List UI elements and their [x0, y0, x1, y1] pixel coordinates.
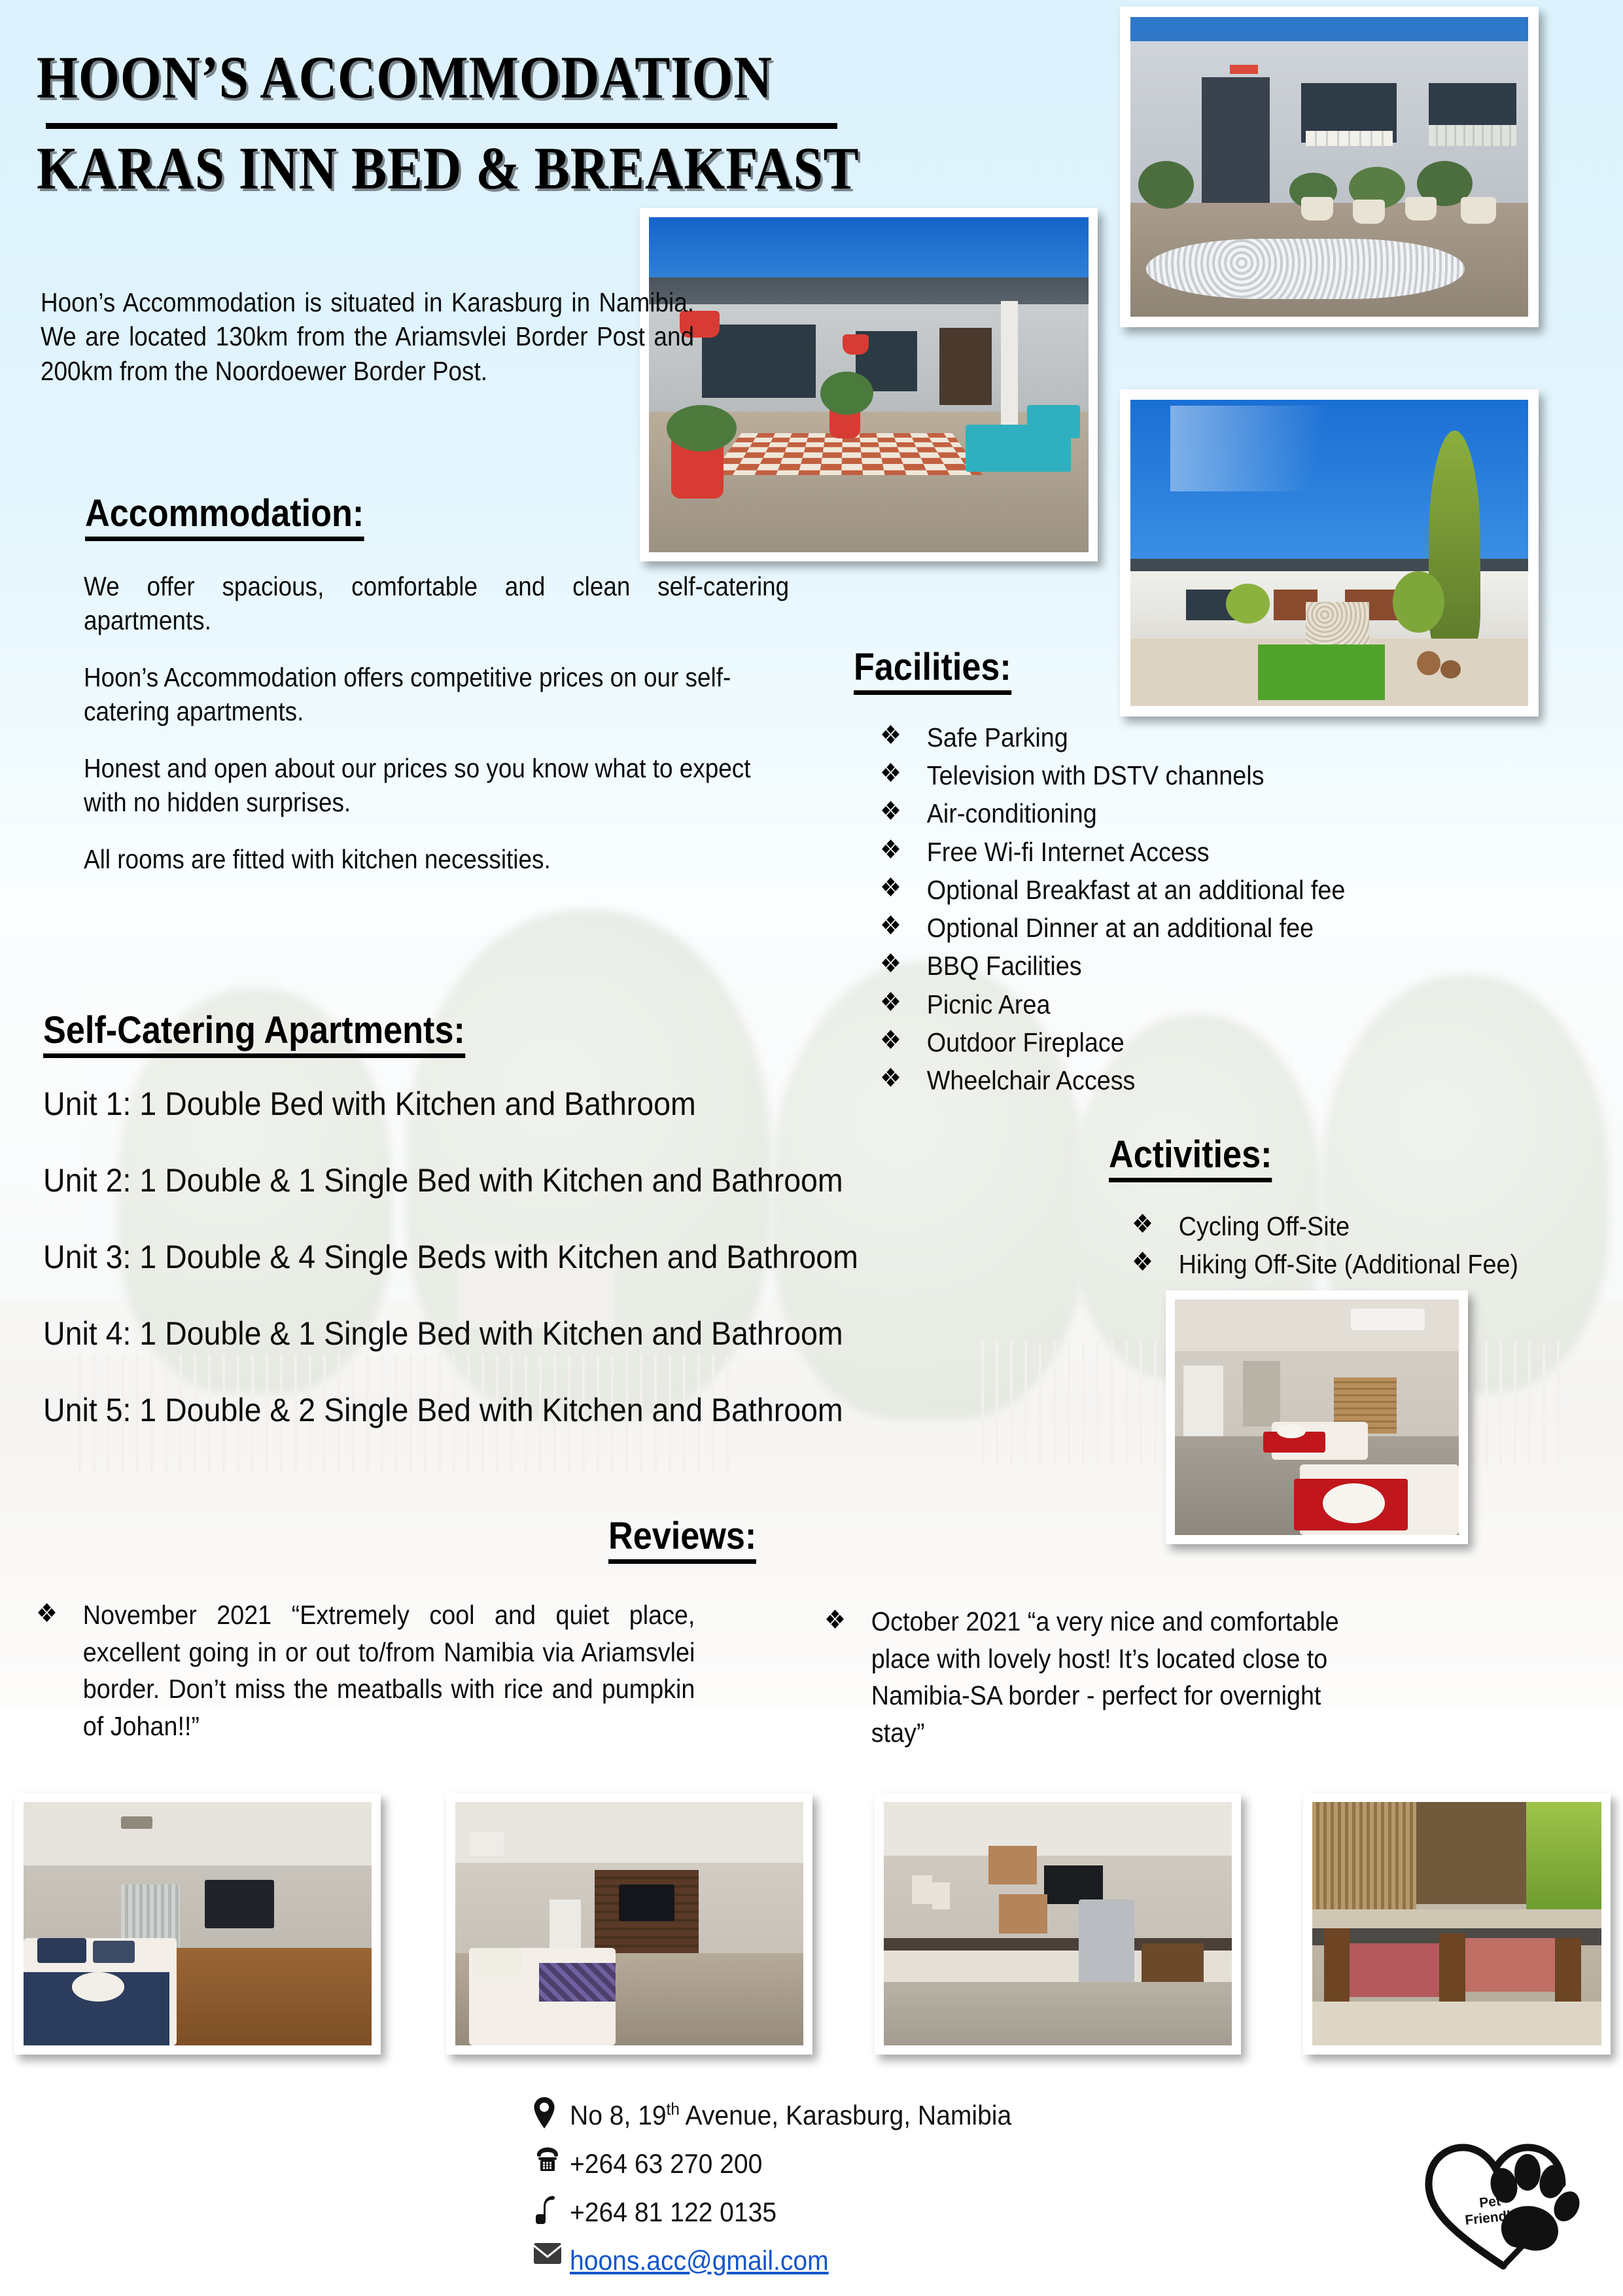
list-item: Unit 2: 1 Double & 1 Single Bed with Kitchen and Bathroom — [43, 1162, 843, 1199]
list-item — [880, 794, 1554, 832]
facility-label: BBQ Facilities — [926, 951, 1082, 981]
contact-footer — [533, 2097, 1253, 2291]
reviews-heading-wrap — [608, 1517, 773, 1564]
photo-garden-courtyard — [1120, 389, 1539, 716]
list-item — [1132, 1207, 1623, 1245]
contact-mobile-row — [533, 2194, 1253, 2236]
photo-bedroom-tv — [446, 1793, 812, 2055]
diamond-bullet-icon: ❖ — [880, 721, 901, 750]
activities-list — [1132, 1207, 1623, 1283]
list-item: Unit 4: 1 Double & 1 Single Bed with Kitchen and Bathroom — [43, 1315, 843, 1352]
diamond-bullet-icon: ❖ — [880, 911, 901, 941]
diamond-bullet-icon: ❖ — [824, 1606, 846, 1634]
intro-section — [41, 285, 695, 388]
photo-entrance-facade — [1120, 7, 1539, 327]
list-item — [880, 756, 1554, 794]
activities-heading: Activities: — [1109, 1135, 1272, 1182]
location-pin-icon — [533, 2097, 570, 2128]
list-item — [880, 1023, 1554, 1061]
diamond-bullet-icon: ❖ — [880, 873, 901, 902]
list-item — [880, 871, 1554, 909]
list-item: Unit 5: 1 Double & 2 Single Bed with Kitchen and Bathroom — [43, 1392, 843, 1428]
accommodation-paragraph-1: We offer spacious, comfortable and clean self-catering apartments. — [84, 571, 790, 636]
list-item — [824, 1603, 1354, 1751]
list-item: Unit 3: 1 Double & 4 Single Beds with Kitchen and Bathroom — [43, 1239, 858, 1275]
accommodation-paragraph-2: Hoon’s Accommodation offers competitive prices on our self-catering apartments. — [84, 662, 731, 727]
self-catering-heading-wrap — [43, 1011, 512, 1058]
title-divider — [46, 123, 837, 129]
facility-label: Air-conditioning — [926, 798, 1097, 829]
self-catering-heading: Self-Catering Apartments: — [43, 1011, 465, 1058]
accommodation-paragraph-3: Honest and open about our prices so you know what to expect with no hidden surprises. — [84, 752, 751, 818]
self-catering-units — [43, 1086, 1155, 1469]
diamond-bullet-icon: ❖ — [880, 797, 901, 826]
title-line-2: KARAS INN BED & BREAKFAST — [37, 135, 860, 202]
list-item — [880, 909, 1554, 947]
activity-label: Cycling Off-Site — [1178, 1211, 1350, 1241]
facilities-list — [880, 718, 1613, 1099]
list-item — [880, 985, 1554, 1023]
mobile-phone-icon — [533, 2194, 570, 2224]
contact-address-row — [533, 2097, 1253, 2139]
pet-friendly-line1: Pet — [1478, 2193, 1502, 2211]
facilities-heading: Facilities: — [854, 648, 1011, 695]
facility-label: Wheelchair Access — [926, 1065, 1136, 1095]
review-text: October 2021 “a very nice and comfortable place with lovely host! It’s located close to Namibia-SA border - perfect for overnight stay” — [871, 1606, 1339, 1748]
intro-paragraph: Hoon’s Accommodation is situated in Karasburg in Namibia. We are located 130km from the Ariamsvlei Border Post and 200km from the Noordoewer Border Post. — [41, 287, 694, 386]
photo-bedroom-blue — [14, 1793, 381, 2055]
accommodation-paragraph-4: All rooms are fitted with kitchen necessities. — [84, 843, 551, 874]
list-item — [36, 1597, 695, 1744]
title-line-1: HOON’S ACCOMMODATION — [37, 44, 773, 111]
diamond-bullet-icon: ❖ — [880, 949, 901, 979]
pet-friendly-line2: Friendly — [1464, 2207, 1520, 2229]
facility-label: Optional Dinner at an additional fee — [926, 913, 1314, 944]
list-item — [880, 718, 1554, 756]
diamond-bullet-icon: ❖ — [880, 1063, 901, 1093]
facility-label: Optional Breakfast at an additional fee — [926, 874, 1346, 905]
contact-landline: +264 63 270 200 — [570, 2148, 763, 2179]
contact-landline-row — [533, 2146, 1253, 2187]
photo-kitchenette — [875, 1793, 1241, 2055]
photo-twin-bedroom — [1166, 1290, 1468, 1544]
diamond-bullet-icon: ❖ — [880, 835, 901, 864]
facility-label: Television with DSTV channels — [926, 760, 1265, 791]
list-item — [880, 947, 1554, 985]
pet-friendly-logo — [1420, 2132, 1583, 2282]
list-item — [880, 833, 1554, 871]
reviews-right-column — [824, 1603, 1400, 1751]
diamond-bullet-icon: ❖ — [880, 987, 901, 1017]
reviews-heading: Reviews: — [608, 1517, 756, 1564]
diamond-bullet-icon: ❖ — [1132, 1210, 1153, 1239]
facility-label: Safe Parking — [926, 722, 1068, 752]
list-item: Unit 1: 1 Double Bed with Kitchen and Bathroom — [43, 1086, 696, 1122]
diamond-bullet-icon: ❖ — [1132, 1248, 1153, 1277]
contact-email-row[interactable] — [533, 2242, 1253, 2284]
facility-label: Picnic Area — [926, 989, 1051, 1019]
accommodation-heading: Accommodation: — [85, 494, 364, 541]
diamond-bullet-icon: ❖ — [880, 1025, 901, 1055]
facility-label: Free Wi-fi Internet Access — [926, 836, 1210, 867]
contact-mobile: +264 81 122 0135 — [570, 2197, 777, 2227]
photo-dining-area — [1303, 1793, 1611, 2055]
accommodation-heading-wrap — [85, 494, 395, 541]
reviews-left-column — [36, 1597, 752, 1744]
diamond-bullet-icon: ❖ — [880, 759, 901, 788]
accommodation-body — [84, 569, 790, 898]
list-item — [1132, 1245, 1623, 1283]
contact-address: No 8, 19th Avenue, Karasburg, Namibia — [570, 2099, 1012, 2130]
telephone-icon — [533, 2146, 570, 2174]
envelope-icon — [533, 2242, 570, 2265]
page-title — [37, 44, 966, 202]
activities-heading-wrap — [1109, 1135, 1290, 1182]
facilities-heading-wrap — [854, 648, 1029, 695]
contact-email-link[interactable]: hoons.acc@gmail.com — [570, 2245, 829, 2276]
facility-label: Outdoor Fireplace — [926, 1027, 1125, 1057]
activity-label: Hiking Off-Site (Additional Fee) — [1178, 1249, 1518, 1280]
diamond-bullet-icon: ❖ — [36, 1599, 58, 1628]
review-text: November 2021 “Extremely cool and quiet place, excellent going in or out to/from Namibia via Ariamsvlei border. Don’t miss the meatballs with rice and pumpkin of Johan!!” — [82, 1600, 695, 1741]
photo-courtyard-patio — [640, 208, 1098, 561]
